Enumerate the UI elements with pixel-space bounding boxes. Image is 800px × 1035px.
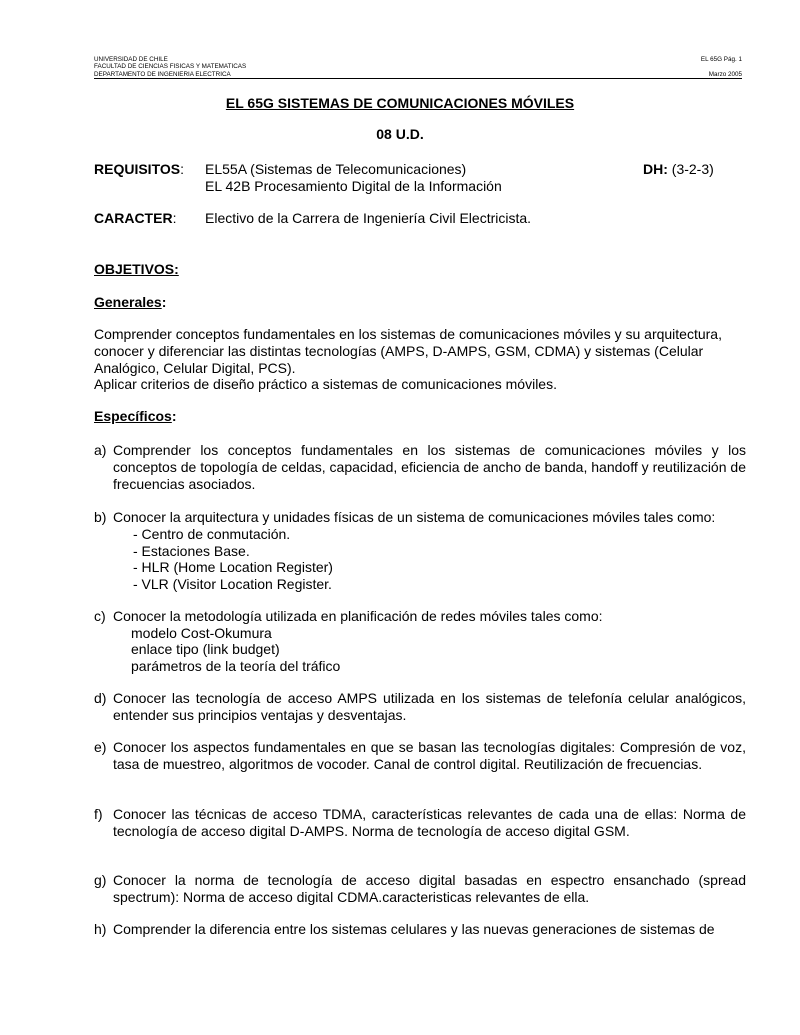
item-text: Conocer las técnicas de acceso TDMA, características relevantes de cada una de ellas: Norma de tecnología de acceso digital D-AMPS. Norma de tecnología de acceso digital GSM. <box>113 806 746 839</box>
objective-item-d <box>94 690 746 724</box>
header-department: DEPARTAMENTO DE INGENIERIA ELECTRICA <box>94 70 231 78</box>
course-title: EL 65G SISTEMAS DE COMUNICACIONES MÓVILES <box>225 95 575 111</box>
especificos-heading-row <box>94 408 177 425</box>
generales-colon: : <box>161 294 167 310</box>
list-item: - VLR (Visitor Location Register. <box>133 576 332 592</box>
header-university: UNIVERSIDAD DE CHILE <box>94 56 168 63</box>
page-header <box>94 56 742 79</box>
list-item: parámetros de la teoría del tráfico <box>131 658 341 674</box>
objective-item-a <box>94 442 746 493</box>
objective-item-h <box>94 921 746 938</box>
especificos-colon: : <box>171 408 177 424</box>
item-text: Comprender la diferencia entre los sistemas celulares y las nuevas generaciones de sistemas de <box>113 921 715 937</box>
generales-paragraph-2: Aplicar criterios de diseño práctico a sistemas de comunicaciones móviles. <box>94 376 557 392</box>
header-meta-block <box>700 56 742 78</box>
item-text: Conocer la metodología utilizada en planificación de redes móviles tales como: <box>113 608 603 624</box>
item-label: g) <box>94 872 107 888</box>
requisito-1: EL55A (Sistemas de Telecomunicaciones) <box>205 161 467 177</box>
caracter-label: CARACTER <box>94 210 173 226</box>
objective-item-f <box>94 806 746 840</box>
requisitos-label-row <box>94 161 184 178</box>
generales-heading: Generales <box>94 294 162 310</box>
header-page-number: Pág. 1 <box>723 56 742 63</box>
list-item: - Centro de conmutación. <box>133 526 291 542</box>
item-label: d) <box>94 690 107 706</box>
objective-item-c <box>94 608 746 625</box>
objective-item-b <box>94 509 746 526</box>
header-course-code: EL 65G <box>700 56 723 63</box>
item-label: a) <box>94 442 107 458</box>
generales-heading-row <box>94 294 166 311</box>
requisitos-label: REQUISITOS <box>94 161 181 177</box>
item-text: Conocer las tecnología de acceso AMPS utilizada en los sistemas de telefonía celular analógicos, entender sus principios ventajas y desventajas. <box>113 690 746 723</box>
especificos-heading: Específicos <box>94 408 172 424</box>
item-text: Conocer la arquitectura y unidades físicas de un sistema de comunicaciones móviles tales como: <box>113 509 716 525</box>
item-text: Conocer los aspectos fundamentales en que se basan las tecnologías digitales: Compresión de voz, tasa de muestreo, algoritmos de vocoder. Canal de control digital. Reutilización de frecuencias. <box>113 739 746 772</box>
header-institution-block <box>94 56 246 78</box>
caracter-label-row <box>94 210 176 227</box>
item-label: f) <box>94 806 103 822</box>
item-label: b) <box>94 509 107 525</box>
header-faculty: FACULTAD DE CIENCIAS FISICAS Y MATEMATICAS <box>94 63 247 71</box>
objetivos-heading: OBJETIVOS: <box>94 261 179 277</box>
header-date: Marzo 2005 <box>708 70 742 78</box>
item-label: h) <box>94 921 107 937</box>
caracter-colon: : <box>172 210 177 226</box>
dh-label: DH: <box>643 161 668 177</box>
item-label: c) <box>94 608 106 624</box>
item-text: Comprender los conceptos fundamentales en los sistemas de comunicaciones móviles y los conceptos de topología de celdas, capacidad, eficiencia de ancho de banda, handoff y reutilización de frecuencias asociados. <box>113 442 746 492</box>
list-item: - HLR (Home Location Register) <box>133 559 333 575</box>
list-item: enlace tipo (link budget) <box>131 641 280 657</box>
objective-item-g <box>94 872 746 906</box>
dh-row <box>643 161 714 178</box>
list-item: modelo Cost-Okumura <box>131 625 272 641</box>
caracter-value: Electivo de la Carrera de Ingeniería Civil Electricista. <box>205 210 532 226</box>
requisitos-colon: : <box>180 161 184 177</box>
requisito-2: EL 42B Procesamiento Digital de la Información <box>205 178 502 194</box>
item-text: Conocer la norma de tecnología de acceso digital basadas en espectro ensanchado (spread spectrum): Norma de acceso digital CDMA.caracteristicas relevantes de ella. <box>113 872 746 905</box>
list-item: - Estaciones Base. <box>133 543 250 559</box>
dh-value: (3-2-3) <box>667 161 714 177</box>
generales-paragraph: Comprender conceptos fundamentales en los sistemas de comunicaciones móviles y su arquitectura, conocer y diferenciar las distintas tecnologías (AMPS, D-AMPS, GSM, CDMA) y sistemas (Celular Analógico, Celular Digital, PCS). <box>94 326 722 376</box>
objective-item-e <box>94 739 746 773</box>
course-units: 08 U.D. <box>376 126 424 142</box>
item-label: e) <box>94 739 107 755</box>
